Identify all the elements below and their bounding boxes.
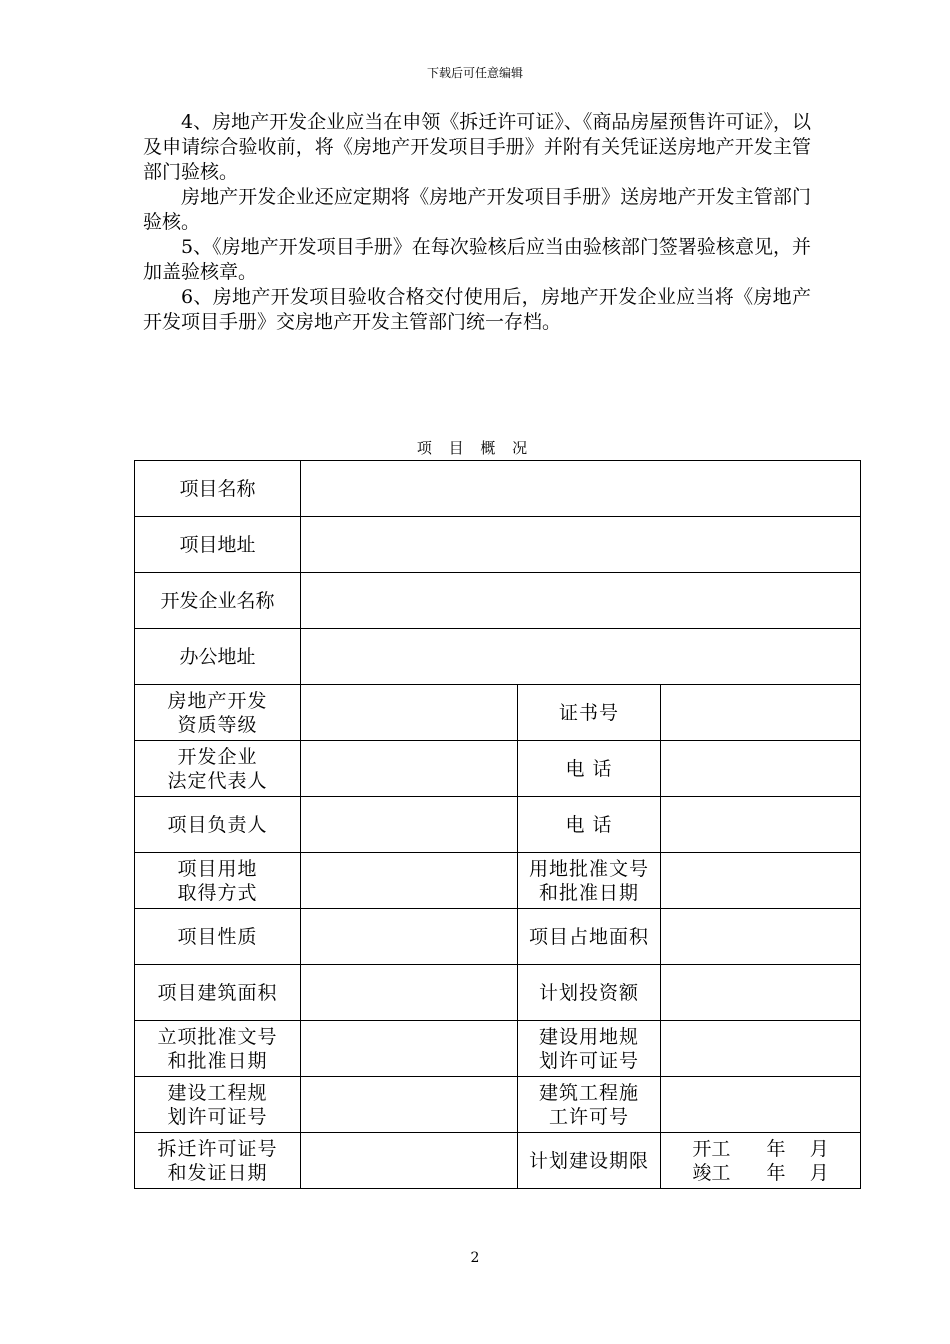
label-line: 资质等级 — [177, 713, 258, 736]
value-cell[interactable] — [301, 1021, 518, 1077]
label-line: 项目建筑面积 — [157, 981, 278, 1004]
value-cell[interactable] — [301, 685, 518, 741]
label-line: 房地产开发 — [167, 689, 268, 712]
table-row — [135, 685, 861, 741]
label-line: 项目性质 — [177, 925, 258, 948]
label-line: 法定代表人 — [167, 769, 268, 792]
value-cell[interactable] — [301, 741, 518, 797]
label-line: 电 话 — [565, 757, 613, 780]
value-cell[interactable] — [301, 965, 518, 1021]
paragraph-item-4: 4、房地产开发企业应当在申领《拆迁许可证》、《商品房屋预售许可证》，以及申请综合验收前，将《房地产开发项目手册》并附有关凭证送房地产开发主管部门验核。 — [143, 111, 811, 183]
construction-schedule-cell[interactable] — [661, 1133, 861, 1189]
row-label-secondary — [518, 1077, 661, 1133]
table-title: 项 目 概 况 — [416, 439, 534, 457]
value-cell[interactable] — [301, 573, 861, 629]
table-row — [135, 965, 861, 1021]
table-row — [135, 461, 861, 517]
row-label — [135, 1021, 301, 1077]
label-line: 建设工程规 — [167, 1081, 268, 1104]
page-number: 2 — [470, 1250, 480, 1266]
row-label — [135, 853, 301, 909]
label-line: 划许可证号 — [538, 1049, 639, 1072]
row-label-secondary — [518, 965, 661, 1021]
value-cell[interactable] — [301, 461, 861, 517]
table-row — [135, 517, 861, 573]
table-row — [135, 1133, 861, 1189]
body-text — [143, 110, 811, 335]
value-cell[interactable] — [661, 741, 861, 797]
label-line: 立项批准文号 — [157, 1025, 278, 1048]
label-line: 项目占地面积 — [528, 925, 649, 948]
value-cell[interactable] — [301, 1077, 518, 1133]
row-label-secondary — [518, 909, 661, 965]
value-cell[interactable] — [301, 797, 518, 853]
label-line: 取得方式 — [177, 881, 258, 904]
row-label — [135, 909, 301, 965]
label-line: 证书号 — [558, 701, 619, 724]
row-label-secondary — [518, 1133, 661, 1189]
header-note: 下载后可任意编辑 — [426, 66, 523, 80]
value-cell[interactable] — [301, 909, 518, 965]
row-label — [135, 685, 301, 741]
value-cell[interactable] — [661, 909, 861, 965]
paragraph-item-6: 6、房地产开发项目验收合格交付使用后，房地产开发企业应当将《房地产开发项目手册》交房地产开发主管部门统一存档。 — [143, 286, 811, 333]
table-row — [135, 797, 861, 853]
row-label — [135, 965, 301, 1021]
value-cell[interactable] — [301, 1133, 518, 1189]
label-line: 项目用地 — [177, 857, 258, 880]
row-label-secondary — [518, 853, 661, 909]
row-label — [135, 1133, 301, 1189]
label-line: 和批准日期 — [167, 1049, 268, 1072]
label-line: 计划投资额 — [538, 981, 639, 1004]
value-cell[interactable] — [661, 965, 861, 1021]
table-row — [135, 853, 861, 909]
label-line: 计划建设期限 — [528, 1149, 649, 1172]
start-date-line: 开工 年 月 — [692, 1137, 829, 1160]
row-label — [135, 741, 301, 797]
table-row — [135, 1077, 861, 1133]
value-cell[interactable] — [661, 1077, 861, 1133]
table-row — [135, 573, 861, 629]
value-cell[interactable] — [301, 517, 861, 573]
table-row — [135, 741, 861, 797]
row-label-secondary — [518, 1021, 661, 1077]
row-label-secondary — [518, 685, 661, 741]
row-label: 项目地址 — [135, 517, 301, 573]
label-line: 开发企业 — [177, 745, 258, 768]
label-line: 电 话 — [565, 813, 613, 836]
table-body — [135, 461, 861, 1189]
value-cell[interactable] — [661, 797, 861, 853]
table-row — [135, 1021, 861, 1077]
label-line: 和发证日期 — [167, 1161, 268, 1184]
label-line: 工许可号 — [548, 1105, 629, 1128]
paragraph-item-5: 5、《房地产开发项目手册》在每次验核后应当由验核部门签署验核意见，并加盖验核章。 — [143, 236, 811, 283]
row-label: 项目名称 — [135, 461, 301, 517]
label-line: 项目负责人 — [167, 813, 268, 836]
label-line: 和批准日期 — [538, 881, 639, 904]
completion-date-line: 竣工 年 月 — [692, 1161, 829, 1184]
row-label — [135, 797, 301, 853]
row-label: 办公地址 — [135, 629, 301, 685]
row-label: 开发企业名称 — [135, 573, 301, 629]
table-row — [135, 909, 861, 965]
row-label — [135, 1077, 301, 1133]
label-line: 建设用地规 — [538, 1025, 639, 1048]
value-cell[interactable] — [661, 685, 861, 741]
table-row — [135, 629, 861, 685]
label-line: 建筑工程施 — [538, 1081, 639, 1104]
label-line: 划许可证号 — [167, 1105, 268, 1128]
row-label-secondary — [518, 797, 661, 853]
row-label-secondary — [518, 741, 661, 797]
paragraph-periodic-check: 房地产开发企业还应定期将《房地产开发项目手册》送房地产开发主管部门验核。 — [143, 186, 811, 233]
label-line: 用地批准文号 — [528, 857, 649, 880]
value-cell[interactable] — [661, 853, 861, 909]
value-cell[interactable] — [661, 1021, 861, 1077]
label-line: 拆迁许可证号 — [157, 1137, 278, 1160]
value-cell[interactable] — [301, 853, 518, 909]
value-cell[interactable] — [301, 629, 861, 685]
project-overview-table — [134, 460, 861, 1189]
